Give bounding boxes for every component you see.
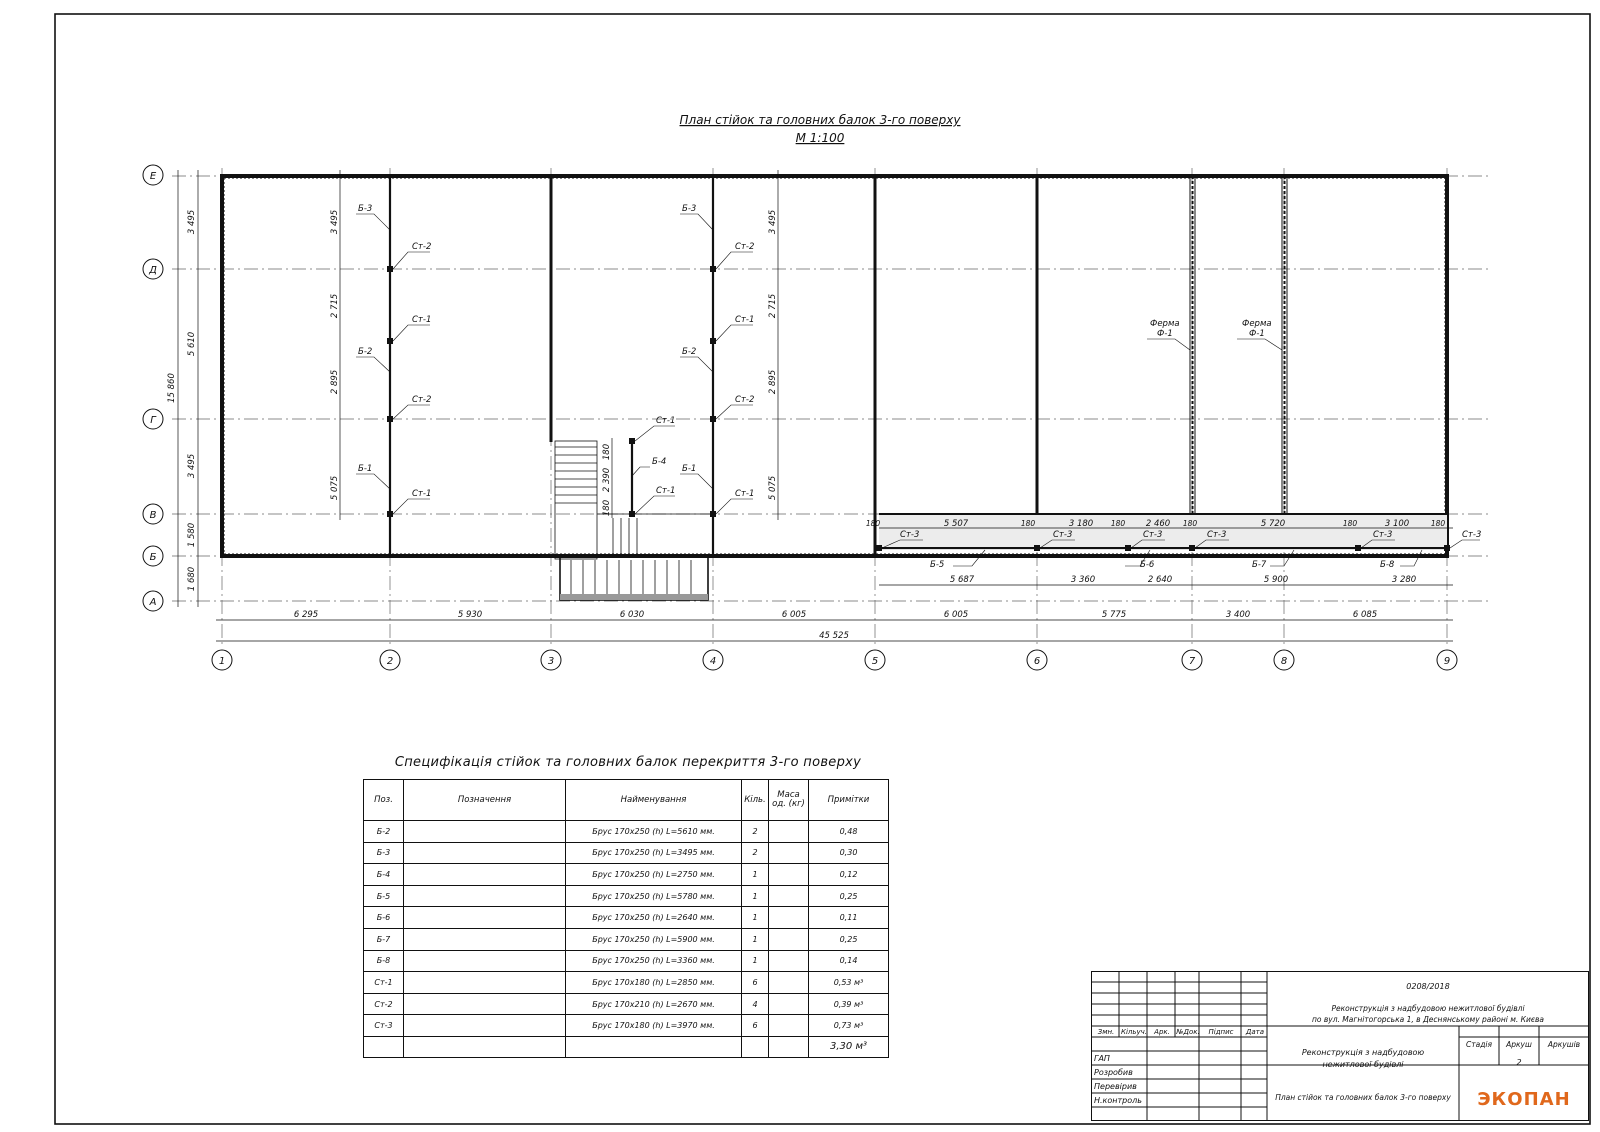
spec-cell-notes: 0,30	[809, 842, 889, 864]
spec-cell-qty: 2	[742, 842, 769, 864]
row-dim-outer-3: 3 495	[187, 453, 197, 479]
beam-dim-bottom-1: 5 687	[949, 575, 975, 585]
label-truss-name-2: Ферма	[1242, 319, 1272, 329]
spec-cell-qty: 6	[742, 1015, 769, 1037]
label-b4: Б-4	[652, 457, 667, 467]
row-dim-outer-2: 5 610	[187, 331, 197, 357]
spec-cell-pos: Б-8	[364, 950, 404, 972]
col-axis-bubbles	[212, 650, 1457, 670]
spec-row	[364, 821, 889, 843]
stamp-head-date: Дата	[1245, 1028, 1265, 1036]
beam-dim-bottom-2: 3 360	[1070, 575, 1096, 585]
col-dim-5: 6 005	[943, 610, 969, 620]
spec-cell-qty: 1	[742, 885, 769, 907]
label-b5: Б-5	[930, 560, 945, 570]
total-width-dim: 45 525	[819, 631, 849, 641]
label-b2-left: Б-2	[358, 347, 373, 357]
truss-lines	[1190, 176, 1287, 514]
col-dim-6: 5 775	[1101, 610, 1127, 620]
spec-cell-designation	[404, 885, 566, 907]
beam-dim-bottom-5: 3 280	[1391, 575, 1417, 585]
stamp-role-checker: Перевірив	[1094, 1082, 1137, 1091]
spec-cell-name: Брус 170х250 (h) L=3360 мм.	[566, 950, 742, 972]
stair-dim-3: 180	[602, 499, 612, 517]
spec-row	[364, 950, 889, 972]
beam-dim-bottom-4: 5 900	[1263, 575, 1289, 585]
spec-cell-mass	[769, 821, 809, 843]
beam-dim-top-9: 180	[1342, 519, 1358, 528]
label-st1-right-low: Ст-1	[735, 489, 755, 499]
spec-cell-pos: Б-5	[364, 885, 404, 907]
stair-dim-2: 2 390	[602, 467, 612, 493]
spec-cell-mass	[769, 907, 809, 929]
spec-cell-mass	[769, 1015, 809, 1037]
axis-label-d: Д	[149, 265, 157, 276]
spec-cell-pos: Б-7	[364, 928, 404, 950]
spec-row	[364, 864, 889, 886]
stamp-drawing-name: План стійок та головних балок 3-го поверху	[1275, 1093, 1451, 1102]
spec-cell-name: Брус 170х250 (h) L=2640 мм.	[566, 907, 742, 929]
spec-cell-designation	[404, 864, 566, 886]
posts	[387, 266, 1450, 551]
beam-dim-top-2: 5 507	[943, 519, 969, 529]
spec-cell-pos: Ст-2	[364, 993, 404, 1015]
spec-cell-name: Брус 170х210 (h) L=2670 мм.	[566, 993, 742, 1015]
spec-title: Специфікація стійок та головних балок перекриття 3-го поверху	[394, 755, 862, 770]
spec-total-row	[364, 1036, 889, 1057]
spec-cell-pos: Ст-1	[364, 972, 404, 994]
spec-cell-mass	[769, 972, 809, 994]
label-st2-right-top: Ст-2	[735, 242, 755, 252]
col-dim-2: 5 930	[457, 610, 483, 620]
spec-cell-designation	[404, 993, 566, 1015]
beam-dim-top-8: 5 720	[1260, 519, 1286, 529]
beam-dim-top-10: 3 100	[1384, 519, 1410, 529]
spec-header-row	[364, 780, 889, 821]
axis-label-5: 5	[871, 656, 879, 667]
stamp-head-count: Кільуч.	[1120, 1028, 1148, 1036]
axis-label-2: 2	[386, 656, 394, 667]
spec-cell-mass	[769, 950, 809, 972]
label-st3-5: Ст-3	[1373, 530, 1393, 540]
dimension-lines	[178, 170, 1453, 641]
axis-label-4: 4	[709, 656, 717, 667]
stamp-sheets-head: Аркушів	[1547, 1040, 1581, 1049]
row-dim-right-1: 3 495	[768, 209, 778, 235]
row-axis-labels	[148, 171, 157, 608]
spec-row	[364, 928, 889, 950]
col-dim-4: 6 005	[781, 610, 807, 620]
spec-cell-notes: 0,11	[809, 907, 889, 929]
axis-label-e: Е	[149, 171, 157, 182]
spec-cell-pos: Б-6	[364, 907, 404, 929]
beam-dim-top-11: 180	[1430, 519, 1446, 528]
spec-cell-designation	[404, 928, 566, 950]
spec-cell-designation	[404, 1015, 566, 1037]
grid-lines	[172, 168, 1488, 648]
spec-cell-pos: Б-2	[364, 821, 404, 843]
spec-cell-notes: 0,48	[809, 821, 889, 843]
axis-label-7: 7	[1188, 656, 1196, 667]
label-st1-left-mid: Ст-1	[412, 315, 432, 325]
label-b1-left: Б-1	[358, 464, 373, 474]
spec-head-qty: Кіль.	[742, 780, 769, 821]
row-dim-outer-1: 3 495	[187, 209, 197, 235]
label-st1-stair-low: Ст-1	[656, 486, 676, 496]
label-st3-1: Ст-3	[900, 530, 920, 540]
label-st1-left-low: Ст-1	[412, 489, 432, 499]
label-truss-mark-1: Ф-1	[1157, 329, 1173, 339]
spec-head-pos: Поз.	[364, 780, 404, 821]
beam-lines	[390, 176, 1447, 556]
spec-cell-mass	[769, 928, 809, 950]
axis-label-g: Г	[150, 415, 156, 426]
spec-head-designation: Позначення	[404, 780, 566, 821]
spec-row	[364, 842, 889, 864]
spec-cell-notes: 0,14	[809, 950, 889, 972]
plan-scale: М 1:100	[795, 131, 845, 145]
row-dim-outer-5: 1 680	[187, 566, 197, 592]
spec-cell-name: Брус 170х250 (h) L=3495 мм.	[566, 842, 742, 864]
spec-cell-notes: 0,53 м³	[809, 972, 889, 994]
spec-cell-notes: 0,25	[809, 885, 889, 907]
spec-head-name: Найменування	[566, 780, 742, 821]
stamp-object-line2: нежитлової будівлі	[1322, 1060, 1404, 1069]
axis-label-a: А	[149, 597, 157, 608]
label-st3-6: Ст-3	[1462, 530, 1482, 540]
stamp-head-sheet: Арк.	[1154, 1028, 1170, 1036]
spec-cell-qty: 6	[742, 972, 769, 994]
spec-cell-mass	[769, 993, 809, 1015]
row-dim-right-3: 2 895	[768, 369, 778, 395]
label-st3-2: Ст-3	[1053, 530, 1073, 540]
row-dim-outer-4: 1 580	[187, 522, 197, 548]
beam-dim-top-5: 180	[1110, 519, 1126, 528]
label-st1-right-mid: Ст-1	[735, 315, 755, 325]
col-axis-labels	[219, 656, 1450, 667]
row-dim-right-4: 5 075	[768, 475, 778, 501]
axis-label-1: 1	[218, 656, 226, 667]
col-dim-8: 6 085	[1352, 610, 1378, 620]
beam-dim-top-4: 3 180	[1068, 519, 1094, 529]
beam-dim-top-6: 2 460	[1145, 519, 1171, 529]
stamp-code: 0208/2018	[1406, 982, 1450, 991]
axis-label-8: 8	[1280, 656, 1288, 667]
spec-cell-designation	[404, 821, 566, 843]
stamp-sheet-head: Аркуш	[1506, 1040, 1532, 1049]
label-b1-right: Б-1	[682, 464, 697, 474]
col-dim-3: 6 030	[619, 610, 645, 620]
spec-cell-name: Брус 170х180 (h) L=2850 мм.	[566, 972, 742, 994]
label-st2-left-top: Ст-2	[412, 242, 432, 252]
spec-row	[364, 907, 889, 929]
label-b7: Б-7	[1252, 560, 1267, 570]
spec-cell-mass	[769, 842, 809, 864]
spec-cell-pos: Б-3	[364, 842, 404, 864]
label-b3-right: Б-3	[682, 204, 697, 214]
label-b8: Б-8	[1380, 560, 1395, 570]
interior-walls	[551, 176, 1447, 556]
row-dim-right-2: 2 715	[768, 293, 778, 319]
label-st3-3: Ст-3	[1143, 530, 1163, 540]
dimension-texts	[167, 210, 1445, 641]
row-dim-left-1: 3 495	[330, 209, 340, 235]
plan-title: План стійок та головних балок 3-го поверху	[679, 113, 961, 127]
stamp-project-line1: Реконструкція з надбудовою нежитлової будівлі	[1331, 1004, 1525, 1013]
spec-cell-pos: Б-4	[364, 864, 404, 886]
label-st1-stair-top: Ст-1	[656, 416, 676, 426]
spec-cell-designation	[404, 907, 566, 929]
stamp-role-gap: ГАП	[1094, 1054, 1110, 1063]
stamp-head-change: Змн.	[1097, 1028, 1115, 1036]
spec-cell-name: Брус 170х250 (h) L=5610 мм.	[566, 821, 742, 843]
company-logo: ЭКОПАН	[1477, 1089, 1571, 1110]
spec-row	[364, 993, 889, 1015]
spec-cell-notes: 0,73 м³	[809, 1015, 889, 1037]
spec-row	[364, 972, 889, 994]
label-b3-left: Б-3	[358, 204, 373, 214]
spec-cell-notes: 0,12	[809, 864, 889, 886]
row-dim-left-3: 2 895	[330, 369, 340, 395]
label-st3-4: Ст-3	[1207, 530, 1227, 540]
spec-cell-designation	[404, 842, 566, 864]
spec-cell-qty: 1	[742, 864, 769, 886]
stamp-head-doc: №Док.	[1176, 1028, 1200, 1036]
stair-dim-1: 180	[602, 443, 612, 461]
col-dim-1: 6 295	[293, 610, 319, 620]
spec-cell-designation	[404, 972, 566, 994]
stamp-role-control: Н.контроль	[1094, 1096, 1142, 1105]
label-truss-mark-2: Ф-1	[1249, 329, 1265, 339]
axis-label-9: 9	[1443, 656, 1451, 667]
spec-cell-name: Брус 170х180 (h) L=3970 мм.	[566, 1015, 742, 1037]
spec-cell-name: Брус 170х250 (h) L=5900 мм.	[566, 928, 742, 950]
label-st2-left-low: Ст-2	[412, 395, 432, 405]
overall-height-dim: 15 860	[167, 373, 177, 403]
label-truss-name-1: Ферма	[1150, 319, 1180, 329]
label-b2-right: Б-2	[682, 347, 697, 357]
outer-walls	[222, 176, 1447, 556]
stamp-project-line2: по вул. Магнітогорська 1, в Деснянському районі м. Києва	[1312, 1015, 1544, 1024]
spec-cell-qty: 1	[742, 907, 769, 929]
beam-dim-top-1: 180	[865, 519, 881, 528]
spec-cell-name: Брус 170х250 (h) L=5780 мм.	[566, 885, 742, 907]
stamp-stage-head: Стадія	[1466, 1040, 1492, 1049]
spec-head-notes: Примітки	[809, 780, 889, 821]
spec-cell-notes: 0,39 м³	[809, 993, 889, 1015]
stamp-object-line1: Реконструкція з надбудовою	[1301, 1048, 1425, 1057]
spec-body	[364, 821, 889, 1037]
spec-cell-qty: 1	[742, 928, 769, 950]
spec-cell-mass	[769, 885, 809, 907]
spec-cell-qty: 2	[742, 821, 769, 843]
axis-label-v: В	[149, 510, 157, 521]
beam-dim-top-7: 180	[1182, 519, 1198, 528]
label-st2-right-low: Ст-2	[735, 395, 755, 405]
spec-cell-pos: Ст-3	[364, 1015, 404, 1037]
spec-cell-qty: 4	[742, 993, 769, 1015]
beam-dim-top-3: 180	[1020, 519, 1036, 528]
spec-cell-qty: 1	[742, 950, 769, 972]
spec-row	[364, 1015, 889, 1037]
spec-table	[363, 779, 889, 1058]
spec-total: 3,30 м³	[809, 1036, 889, 1057]
spec-cell-mass	[769, 864, 809, 886]
row-dim-left-4: 5 075	[330, 475, 340, 501]
spec-cell-designation	[404, 950, 566, 972]
stamp-head-sign: Підпис	[1208, 1028, 1234, 1036]
stamp-role-developer: Розробив	[1094, 1068, 1133, 1077]
spec-cell-notes: 0,25	[809, 928, 889, 950]
axis-label-3: 3	[547, 656, 555, 667]
label-b6: Б-6	[1140, 560, 1155, 570]
spec-head-mass: Маса од. (кг)	[769, 780, 809, 821]
stamp-sheet-number: 2	[1516, 1058, 1522, 1067]
axis-label-6: 6	[1033, 656, 1041, 667]
axis-label-b: Б	[149, 552, 157, 563]
spec-row	[364, 885, 889, 907]
row-dim-left-2: 2 715	[330, 293, 340, 319]
spec-cell-name: Брус 170х250 (h) L=2750 мм.	[566, 864, 742, 886]
beam-dim-bottom-3: 2 640	[1147, 575, 1173, 585]
row-axis-bubbles	[143, 165, 163, 611]
col-dim-7: 3 400	[1225, 610, 1251, 620]
